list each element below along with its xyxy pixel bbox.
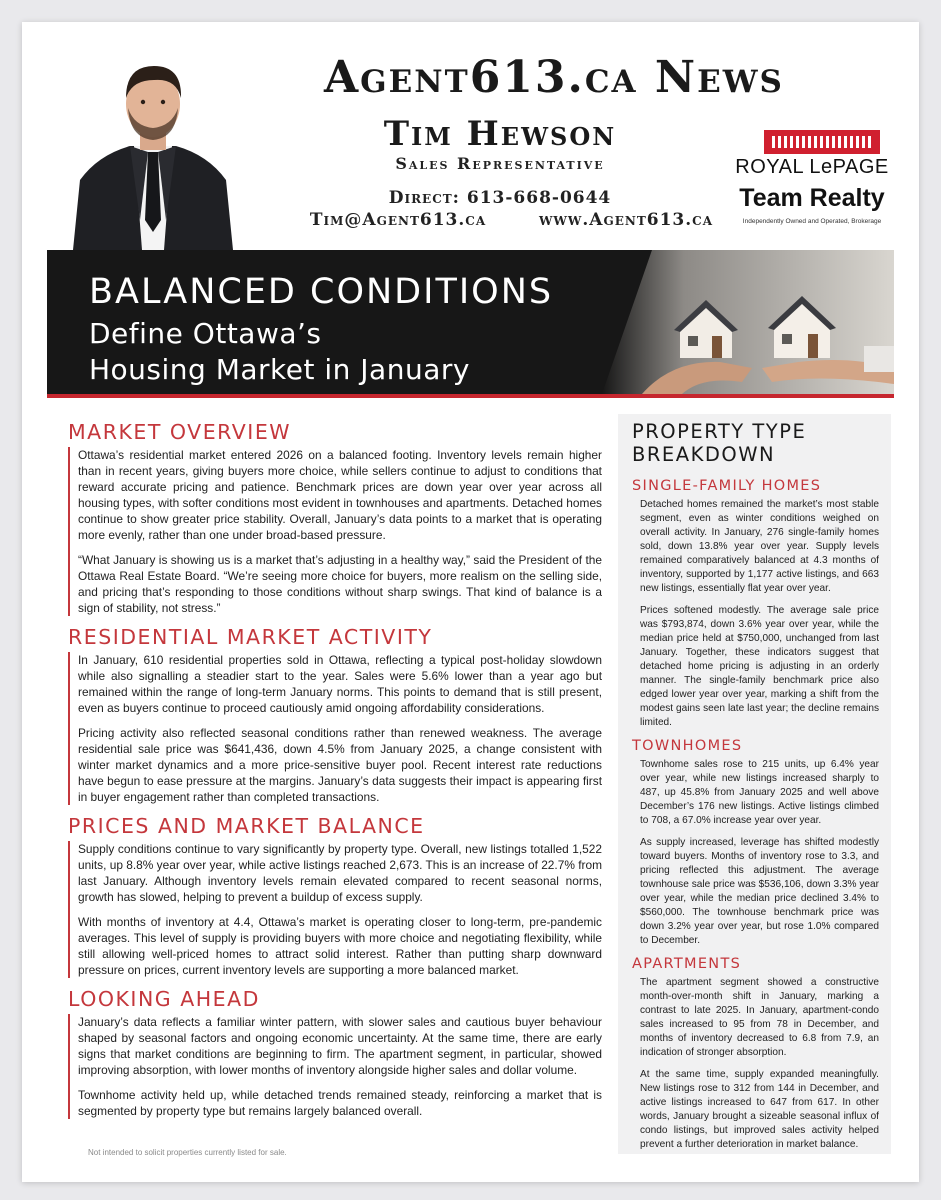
sidebar-paragraph: Prices softened modestly. The average sale price was $793,874, down 3.6% year over year, while the median price held at $750,000, unchanged from last January. Together, these indicators suggest that detached home pricing is adjusting in an orderly manner. The single-family benchmark price also edged lower year over year, marking a shift from the modest gains seen late last year; the decline remains limited. [640, 605, 879, 728]
royal-lepage-box-icon [764, 130, 880, 154]
paragraph: Supply conditions continue to vary significantly by property type. Overall, new listings totalled 1,522 units, up 8.8% year over year, while active listings reached 2,673. This is an increase of 22.7% from last January. Although inventory levels remain elevated compared to recent seasonal norms, growth has slowed, helping to prevent a buildup of excess supply. [78, 842, 602, 904]
banner-title: BALANCED CONDITIONS [89, 272, 554, 312]
sidebar-section-townhomes [632, 738, 879, 948]
sidebar-paragraph: Townhome sales rose to 215 units, up 6.4% year over year, while new listings increased sharply to 487, up 45.8% from January 2025 and well above December’s 176 new listings. Active listings climbed to 708, a 67.0% increase year over year. [640, 759, 879, 826]
section-prices-and-market-balance [68, 814, 602, 978]
paragraph: In January, 610 residential properties sold in Ottawa, reflecting a typical post-holiday slowdown while also signalling a steadier start to the year. Sales were 5.6% lower than a year ago but remained within the range of long-term January norms. This points to demand that is still present, even as buyers continue to proceed cautiously amid ongoing affordability considerations. [78, 653, 602, 715]
agent-title: Sales Representative [395, 154, 605, 173]
section-heading: MARKET OVERVIEW [68, 420, 292, 444]
direct-phone: Direct: 613-668-0644 [388, 188, 612, 208]
paragraph: Pricing activity also reflected seasonal conditions rather than renewed weakness. The average residential sale price was $641,436, down 4.5% from January 2025, a change consistent with winter market dynamics and a more price-sensitive buyer pool. Recent interest rate reductions have begun to ease pressure at the margins. January’s data suggests their impact is appearing first in buyer engagement rather than completed transactions. [78, 726, 602, 804]
brokerage-tagline: Independently Owned and Operated, Brokerage [742, 218, 882, 225]
sidebar-paragraph: Detached homes remained the market’s most stable segment, even as winter conditions weighed on overall activity. In January, 276 single-family homes sold, down 13.8% year over year. Supply levels remained comparatively balanced at 4.3 months of inventory, supported by 1,177 active listings, and 663 new listings, essentially flat year over year. [640, 499, 879, 594]
section-looking-ahead [68, 987, 602, 1119]
section-market-overview [68, 420, 602, 616]
paragraph: Townhome activity held up, while detached trends remained steady, reinforcing a market that is segmented by property type but remains largely balanced overall. [78, 1088, 602, 1118]
sidebar-title-line2: BREAKDOWN [632, 443, 776, 466]
email-link[interactable]: Tim@Agent613.ca [309, 210, 487, 230]
newsletter-page [22, 22, 919, 1182]
property-type-sidebar [618, 414, 891, 1154]
sidebar-paragraph: As supply increased, leverage has shifted modestly toward buyers. Months of inventory rose to 3.3, and pricing reflected this adjustment. The average townhouse sale price was $536,106, down 3.3% year over year, while the median price declined 3.4% to $560,000. The townhouse benchmark price was down 3.2% year over year, but rose 1.0% compared to December. [640, 837, 879, 946]
sidebar-paragraph: At the same time, supply expanded meaningfully. New listings rose to 312 from 144 in December, and active listings increased to 647 from 617. In other words, January brought a sizeable seasonal influx of condo listings, but improved sales activity helped prevent a further deterioration in market balance. [640, 1069, 879, 1150]
banner-subtitle-line1: Define Ottawa’s [89, 317, 322, 350]
agent-portrait-icon [68, 50, 238, 250]
sidebar-section-apartments [632, 956, 879, 1152]
main-column [68, 420, 602, 1128]
disclaimer: Not intended to solicit properties currently listed for sale. [88, 1148, 287, 1157]
sidebar-title [632, 420, 879, 466]
brokerage-line1: ROYAL LePAGE [735, 156, 889, 178]
masthead-title: Agent613.ca News [324, 52, 784, 103]
paragraph: With months of inventory at 4.4, Ottawa’s market is operating closer to long-term, pre-pandemic averages. This level of supply is providing buyers with more choice and negotiating flexibility, while still allowing well-priced homes to attract solid interest. Rather than putting sharp downward pressure on prices, current inventory levels are supporting a more balanced market. [78, 915, 602, 977]
paragraph: Ottawa’s residential market entered 2026 on a balanced footing. Inventory levels remain higher than in recent years, giving buyers more choice, while sellers continue to adjust to conditions that reward accurate pricing and patience. Benchmark prices are down year over year across all housing types, with softer conditions most evident in townhouses and apartments. Detached homes continue to show greater price stability. Overall, January’s data points to a market that is operating more evenly, rather than one under broad-based pressure. [78, 448, 602, 542]
brokerage-line2: Team Realty [739, 184, 885, 212]
sidebar-heading: APARTMENTS [632, 956, 742, 972]
paragraph: January’s data reflects a familiar winter pattern, with slower sales and cautious buyer behaviour shaped by seasonal factors and ongoing economic uncertainty. At the same time, there are early signs that market conditions are beginning to firm. The apartment segment, in particular, showed improving absorption, with lower months of inventory alongside higher sales and dollar volume. [78, 1015, 602, 1077]
brokerage-logo [732, 130, 892, 242]
agent-name: Tim Hewson [383, 114, 617, 154]
header [22, 22, 919, 250]
website-link[interactable]: www.Agent613.ca [538, 210, 714, 230]
section-heading: LOOKING AHEAD [68, 987, 260, 1011]
houses-in-hands-image-icon [602, 250, 894, 394]
section-heading: RESIDENTIAL MARKET ACTIVITY [68, 625, 433, 649]
sidebar-section-single-family [632, 478, 879, 730]
banner-accent-line [47, 394, 894, 398]
sidebar-title-line1: PROPERTY TYPE [632, 420, 807, 443]
section-heading: PRICES AND MARKET BALANCE [68, 814, 425, 838]
sidebar-paragraph: The apartment segment showed a constructive month-over-month shift in January, marking a contrast to late 2025. In January, apartment-condo sales increased to 95 from 78 in December, and months of inventory decreased to 6.8 from 7.9, an indication of stronger absorption. [640, 977, 879, 1058]
paragraph: “What January is showing us is a market that’s adjusting in a healthy way,” said the President of the Ottawa Real Estate Board. “We’re seeing more choice for buyers, more realism on the selling side, and pricing that’s responding to those conditions without sharp swings. That kind of balance is a sign of stability, not stress.” [78, 553, 602, 615]
sidebar-heading: SINGLE-FAMILY HOMES [632, 478, 822, 494]
headline-banner [47, 250, 894, 398]
section-residential-market-activity [68, 625, 602, 805]
banner-subtitle-line2: Housing Market in January [89, 353, 470, 386]
sidebar-heading: TOWNHOMES [632, 738, 743, 754]
